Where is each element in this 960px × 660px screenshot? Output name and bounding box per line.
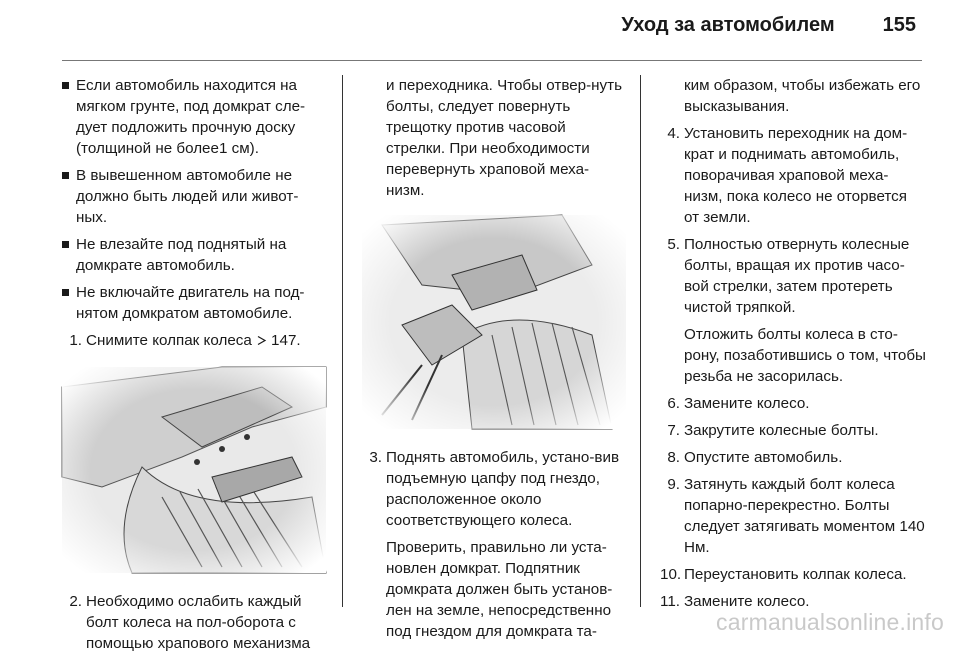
step-text: Затянуть каждый болт колеса попарно-перекрестно. Болты следует затягивать моментом 140 Нм.: [684, 476, 925, 556]
step-number: 1.: [69, 332, 82, 349]
step-text: Необходимо ослабить каждый болт колеса на пол-оборота с помощью храпового механизма: [86, 593, 311, 652]
step-number: 5.: [667, 236, 680, 253]
page-header: [621, 14, 916, 44]
step-item: [660, 123, 926, 228]
step-text: Поднять автомобиль, устано-вив подъемную цапфу под гнездо, расположенное около соответствующего колеса.: [386, 449, 620, 529]
step-item: [660, 474, 926, 558]
step-text: Установить переходник на дом-крат и поднимать автомобиль, поворачивая храповой меха-низм, пока колесо не оторвется от земли.: [684, 125, 908, 226]
step-number: 10.: [660, 566, 682, 583]
step-item: [660, 420, 926, 441]
warning-bullet: В вывешенном автомобиле не должно быть людей или живот-ных.: [62, 165, 328, 228]
step-item: [660, 447, 926, 468]
step-item: [62, 591, 328, 654]
column-divider: [640, 75, 641, 607]
step-continuation: Отложить болты колеса в сто-рону, позаботившись о том, чтобы резьба не засорилась.: [684, 326, 926, 385]
column-divider: [342, 75, 343, 607]
step-text: Замените колесо.: [684, 395, 810, 412]
illustration-wheel-bolts: [62, 367, 326, 573]
step-item: [660, 234, 926, 318]
warning-bullet: Не включайте двигатель на под-нятом домкратом автомобиле.: [62, 282, 328, 324]
step-continuation: ким образом, чтобы избежать его высказывания.: [684, 77, 921, 115]
step-item: [660, 393, 926, 414]
step-item: [660, 564, 926, 585]
illustration-jack-position: [362, 215, 626, 429]
step-number: 2.: [69, 593, 82, 610]
column-2: [362, 75, 624, 648]
warning-bullet: Если автомобиль находится на мягком грунте, под домкрат сле-дует подложить прочную доску (толщиной не более1 см).: [62, 75, 328, 159]
step-item: [62, 330, 328, 351]
header-divider: [62, 60, 922, 61]
step-number: 7.: [667, 422, 680, 439]
page-title: Уход за автомобилем: [621, 14, 835, 36]
watermark: carmanualsonline.info: [716, 609, 944, 635]
step-continuation: Проверить, правильно ли уста-новлен домкрат. Подпятник домкрата должен быть установ-лен на земле, непосредственно под гнездом для домкрата та-: [386, 539, 613, 640]
step-text: Замените колесо.: [684, 593, 810, 610]
step-number: 3.: [369, 449, 382, 466]
warning-bullet: Не влезайте под поднятый на домкрате автомобиль.: [62, 234, 328, 276]
step-text: Опустите автомобиль.: [684, 449, 843, 466]
step-number: 11.: [660, 593, 680, 610]
column-3: [660, 75, 926, 618]
step-text: Переустановить колпак колеса.: [684, 566, 907, 583]
step-text: Снимите колпак колеса: [86, 332, 257, 349]
step-text: Полностью отвернуть колесные болты, вращая их против часо-вой стрелки, затем протереть чистой тряпкой.: [684, 236, 910, 316]
step-continuation: и переходника. Чтобы отвер-нуть болты, следует повернуть трещотку против часовой стрелки. При необходимости перевернуть храповой меха-низм.: [386, 77, 623, 199]
step-number: 8.: [667, 449, 680, 466]
column-1: [62, 75, 328, 660]
step-number: 9.: [667, 476, 680, 493]
page-number: 155: [882, 14, 916, 36]
step-number: 4.: [667, 125, 680, 142]
step-number: 6.: [667, 395, 680, 412]
page-reference-arrow-icon[interactable]: [256, 331, 267, 342]
step-item: [362, 447, 624, 531]
page-reference-link[interactable]: 147.: [271, 332, 301, 349]
step-text: Закрутите колесные болты.: [684, 422, 879, 439]
